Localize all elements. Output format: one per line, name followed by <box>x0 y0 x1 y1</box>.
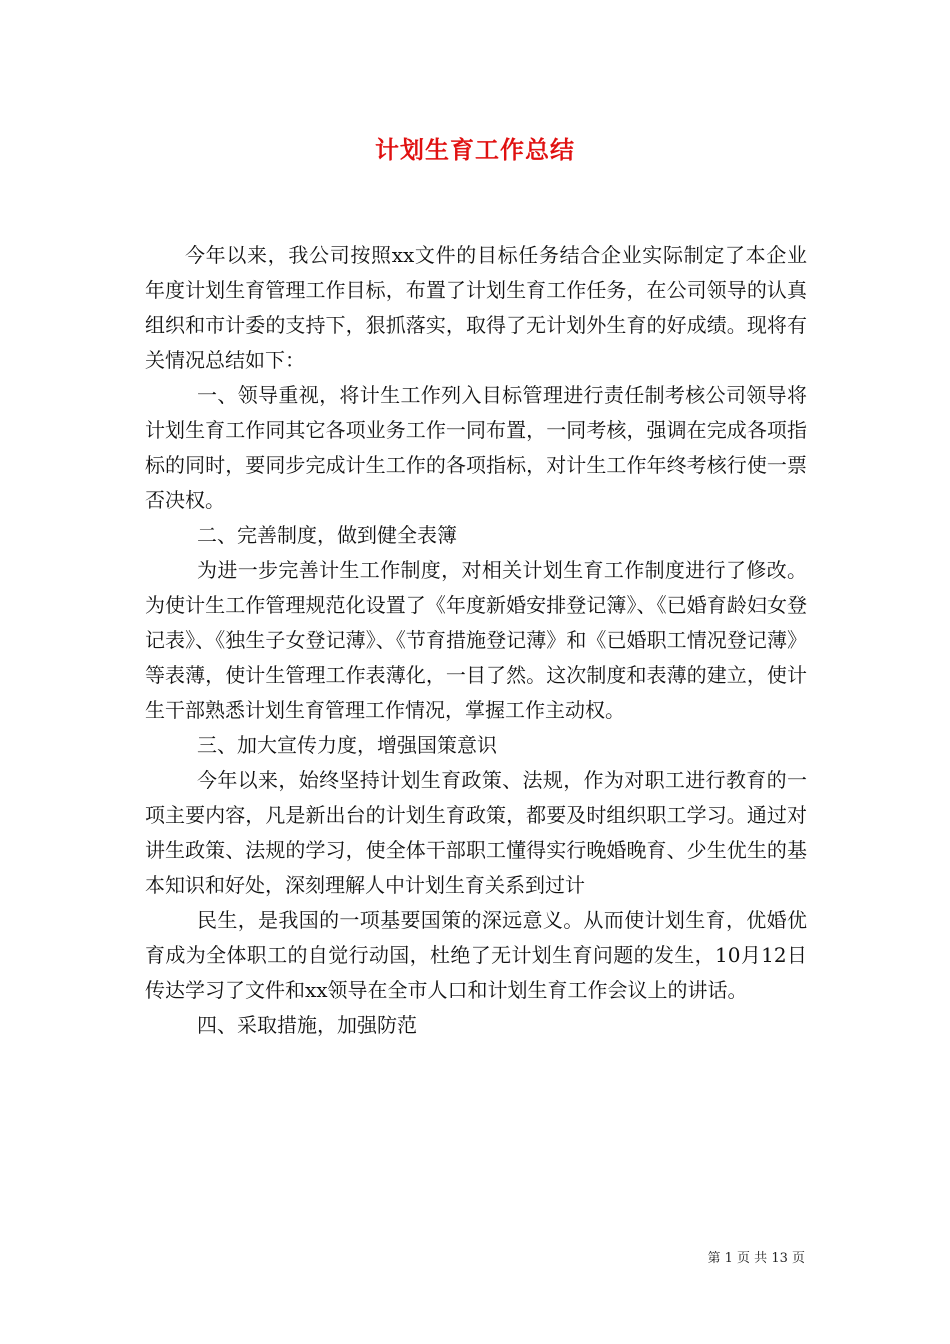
paragraph-section-1: 一、领导重视，将计生工作列入目标管理进行责任制考核公司领导将计划生育工作同其它各项业务工作一同布置，一同考核，强调在完成各项指标的同时，要同步完成计生工作的各项指标，对计生工作年终考核行使一票否决权。 <box>145 383 807 512</box>
paragraph-intro: 今年以来，我公司按照xx文件的目标任务结合企业实际制定了本企业年度计划生育管理工作目标，布置了计划生育工作任务，在公司领导的认真组织和市计委的支持下，狠抓落实，取得了无计划外生育的好成绩。现将有关情况总结如下： <box>145 243 807 372</box>
heading-section-2: 二、完善制度，做到健全表簿 <box>197 523 457 547</box>
document-body <box>145 238 807 1043</box>
page-number: 第 1 页 共 13 页 <box>707 1251 805 1266</box>
paragraph-section-3: 今年以来，始终坚持计划生育政策、法规，作为对职工进行教育的一项主要内容，凡是新出台的计划生育政策，都要及时组织职工学习。通过对讲生政策、法规的学习，使全体干部职工懂得实行晚婚晚育、少生优生的基本知识和好处，深刻理解人中计划生育关系到过计 <box>145 768 807 897</box>
heading-section-3: 三、加大宣传力度，增强国策意识 <box>197 733 497 757</box>
document-title: 计划生育工作总结 <box>375 135 575 164</box>
paragraph-section-2: 为进一步完善计生工作制度，对相关计划生育工作制度进行了修改。为使计生工作管理规范化设置了《年度新婚安排登记簿》、《已婚育龄妇女登记表》、《独生子女登记薄》、《节育措施登记薄》和《已婚职工情况登记薄》等表薄，使计生管理工作表薄化，一目了然。这次制度和表薄的建立，使计生干部熟悉计划生育管理工作情况，掌握工作主动权。 <box>145 558 807 722</box>
paragraph-section-3-cont: 民生，是我国的一项基要国策的深远意义。从而使计划生育，优婚优育成为全体职工的自觉行动国，杜绝了无计划生育问题的发生，10月12日传达学习了文件和xx领导在全市人口和计划生育工作会议上的讲话。 <box>145 908 807 1002</box>
heading-section-4: 四、采取措施，加强防范 <box>197 1013 417 1037</box>
